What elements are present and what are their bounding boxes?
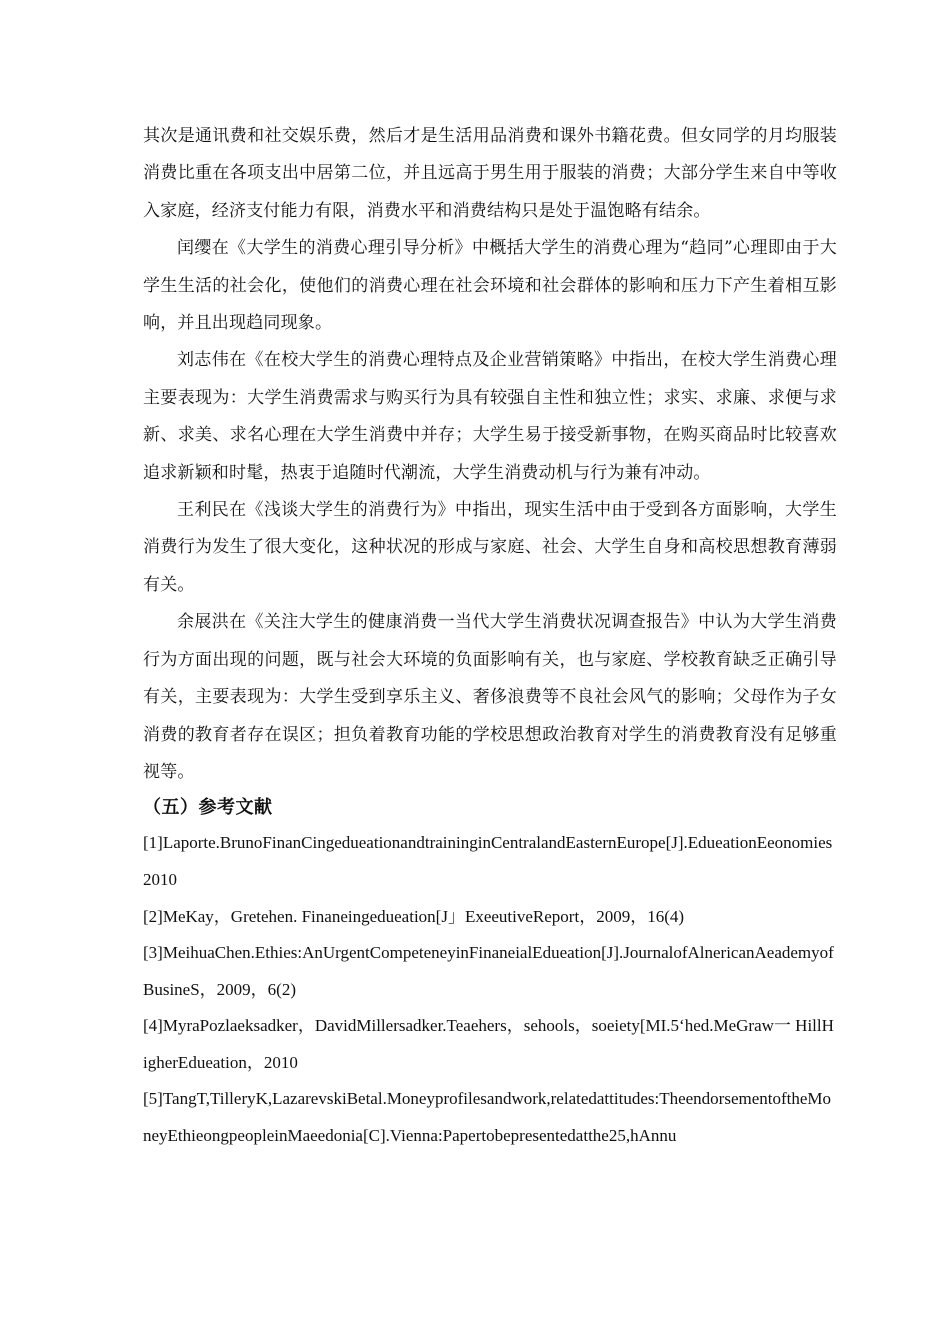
reference-item-3: [3]MeihuaChen.Ethies:AnUrgentCompeteneyinFinaneialEdueation[J].JournalofAlnericanAeademyofBusineS，2009，6(2) [143,943,834,999]
reference-item-2: [2]MeKay，Gretehen. Finaneingedueation[J」ExeeutiveReport，2009，16(4) [143,906,685,926]
document-page [143,118,837,1155]
reference-item-5: [5]TangT,TilleryK,LazarevskiBetal.Moneyprofilesandwork,relatedattitudes:TheendorsementoftheMoneyEthieongpeopleinMaeedonia[C].Vienna:Papertobepresentedatthe25,hAnnu [143,1089,832,1146]
body-paragraph-1: 其次是通讯费和社交娱乐费，然后才是生活用品消费和课外书籍花费。但女同学的月均服装消费比重在各项支出中居第二位，并且远高于男生用于服装的消费；大部分学生来自中等收入家庭，经济支付能力有限，消费水平和消费结构只是处于温饱略有结余。 [143,126,837,221]
reference-item-1: [1]Laporte.BrunoFinanCingedueationandtraininginCentralandEasternEurope[J].EdueationEeonomies 2010 [143,833,833,889]
references-list [143,825,837,1154]
references-heading: （五）参考文献 [143,797,273,819]
body-paragraph-4: 王利民在《浅谈大学生的消费行为》中指出，现实生活中由于受到各方面影响，大学生消费行为发生了很大变化，这种状况的形成与家庭、社会、大学生自身和高校思想教育薄弱有关。 [143,500,837,595]
body-paragraph-3: 刘志伟在《在校大学生的消费心理特点及企业营销策略》中指出，在校大学生消费心理主要表现为：大学生消费需求与购买行为具有较强自主性和独立性；求实、求廉、求便与求新、求美、求名心理在大学生消费中并存；大学生易于接受新事物，在购买商品时比较喜欢追求新颖和时髦，热衷于追随时代潮流，大学生消费动机与行为兼有冲动。 [143,350,837,483]
reference-item-4: [4]MyraPozlaeksadker，DavidMillersadker.Teaehers，sehools，soeiety[MI.5‘hed.MeGraw一 HillHigherEdueation，2010 [143,1016,834,1072]
body-paragraph-5: 余展洪在《关注大学生的健康消费一当代大学生消费状况调查报告》中认为大学生消费行为方面出现的问题，既与社会大环境的负面影响有关，也与家庭、学校教育缺乏正确引导有关，主要表现为：大学生受到享乐主义、奢侈浪费等不良社会风气的影响；父母作为子女消费的教育者存在误区；担负着教育功能的学校思想政治教育对学生的消费教育没有足够重视等。 [143,612,837,782]
body-paragraph-2: 闰缨在《大学生的消费心理引导分析》中概括大学生的消费心理为“趋同”心理即由于大学生生活的社会化，使他们的消费心理在社会环境和社会群体的影响和压力下产生着相互影响，并且出现趋同现象。 [143,238,837,334]
